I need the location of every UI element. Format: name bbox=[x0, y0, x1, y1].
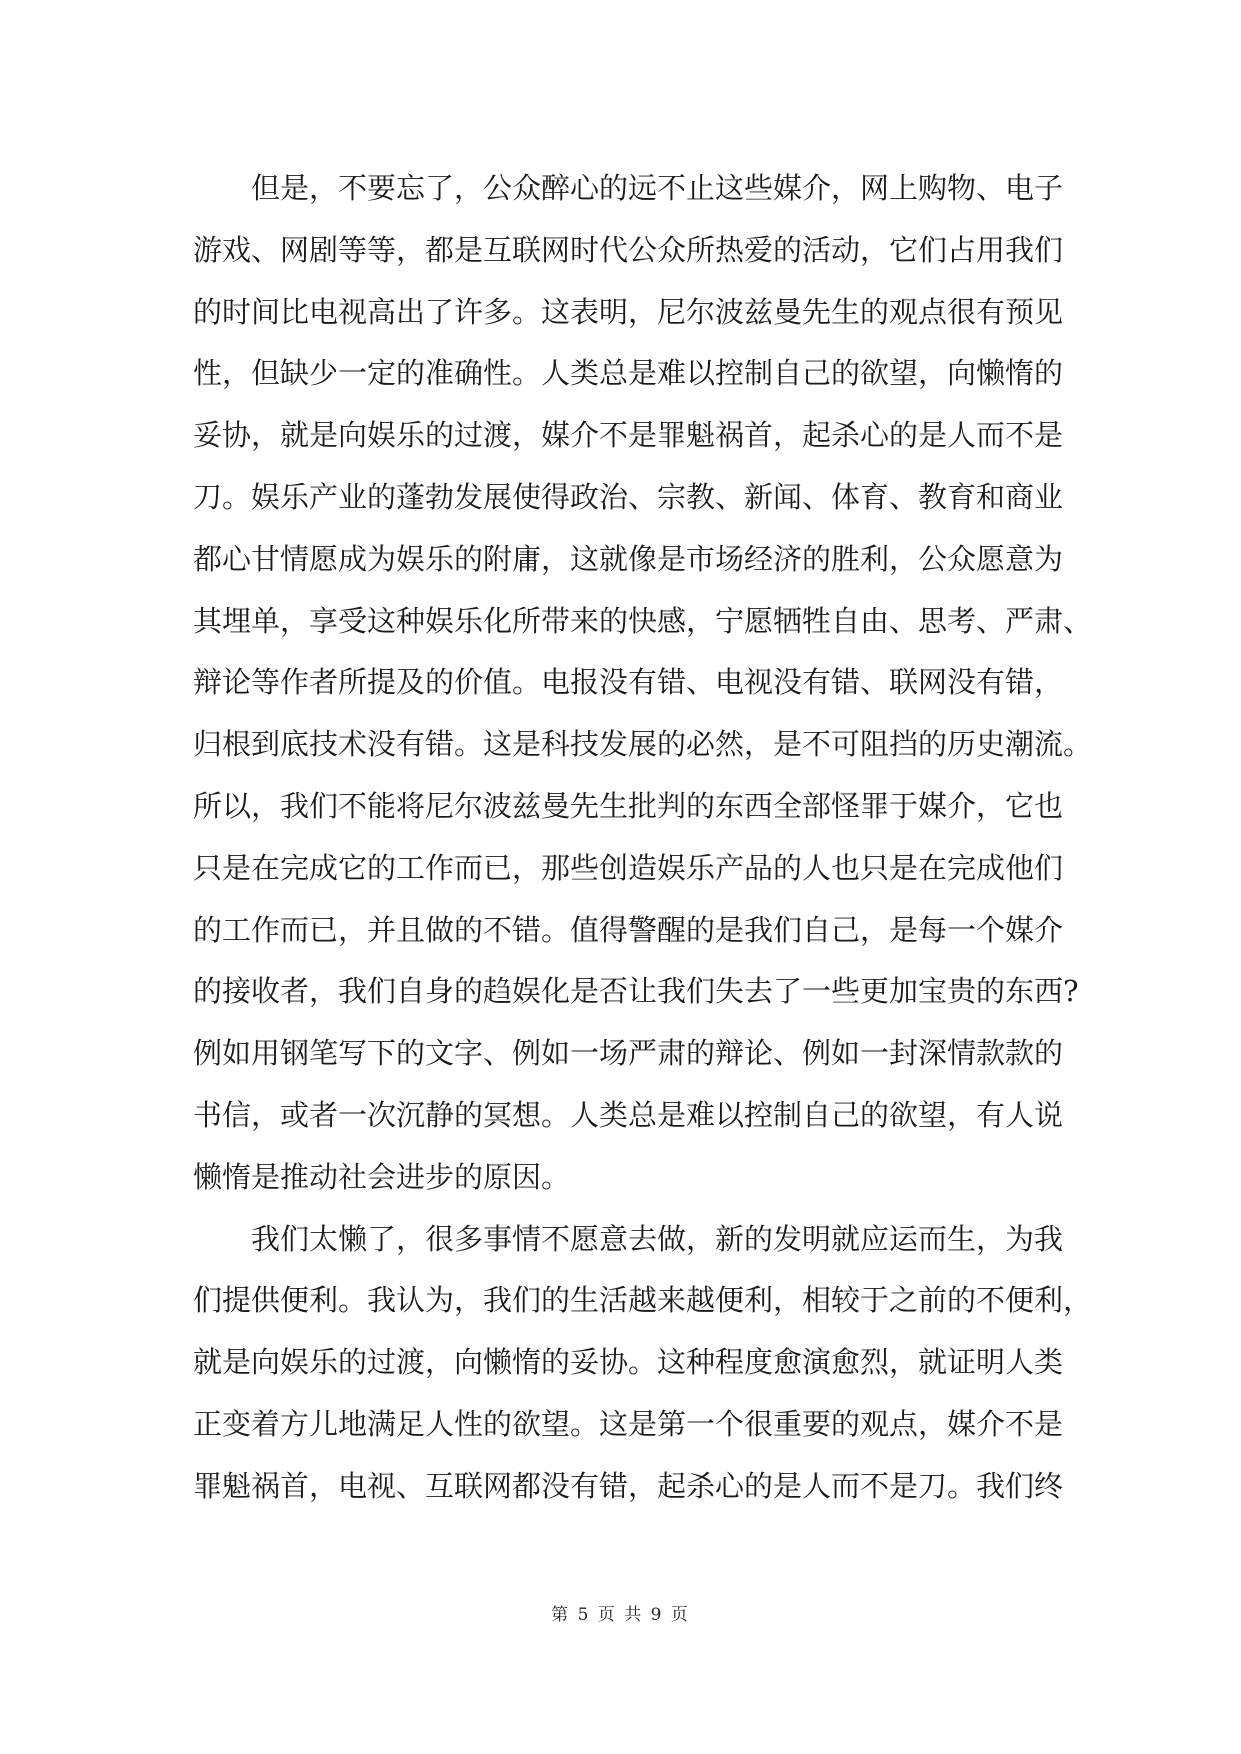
paragraph-1-line-9: 辩论等作者所提及的价值。电报没有错、电视没有错、联网没有错， bbox=[193, 665, 1064, 700]
body-text bbox=[193, 158, 1093, 1518]
paragraph-1-line-8: 其埋单，享受这种娱乐化所带来的快感，宁愿牺牲自由、思考、严肃、 bbox=[193, 603, 1093, 638]
paragraph-1-line-4: 性，但缺少一定的准确性。人类总是难以控制自己的欲望，向懒惰的 bbox=[193, 356, 1064, 391]
paragraph-1-line-10: 归根到底技术没有错。这是科技发展的必然，是不可阻挡的历史潮流。 bbox=[193, 727, 1093, 762]
paragraph-1-line-5: 妥协，就是向娱乐的过渡，媒介不是罪魁祸首，起杀心的是人而不是 bbox=[193, 418, 1064, 453]
paragraph-1-line-7: 都心甘情愿成为娱乐的附庸，这就像是市场经济的胜利，公众愿意为 bbox=[193, 541, 1064, 576]
paragraph-2-line-3: 就是向娱乐的过渡，向懒惰的妥协。这种程度愈演愈烈，就证明人类 bbox=[193, 1345, 1064, 1380]
paragraph-2-line-2: 们提供便利。我认为，我们的生活越来越便利，相较于之前的不便利， bbox=[193, 1283, 1093, 1318]
paragraph-1-line-15: 例如用钢笔写下的文字、例如一场严肃的辩论、例如一封深情款款的 bbox=[193, 1036, 1064, 1071]
paragraph-2-line-5: 罪魁祸首，电视、互联网都没有错，起杀心的是人而不是刀。我们终 bbox=[193, 1468, 1064, 1503]
page-number-footer: 第 5 页 共 9 页 bbox=[551, 1605, 690, 1625]
paragraph-1-line-6: 刀。娱乐产业的蓬勃发展使得政治、宗教、新闻、体育、教育和商业 bbox=[193, 479, 1064, 514]
paragraph-2-line-1: 我们太懒了，很多事情不愿意去做，新的发明就应运而生，为我 bbox=[251, 1221, 1064, 1256]
paragraph-1-line-13: 的工作而已，并且做的不错。值得警醒的是我们自己，是每一个媒介 bbox=[193, 912, 1064, 947]
paragraph-1-line-11: 所以，我们不能将尼尔波兹曼先生批判的东西全部怪罪于媒介，它也 bbox=[193, 788, 1064, 823]
paragraph-1-line-1: 但是，不要忘了，公众醉心的远不止这些媒介，网上购物、电子 bbox=[251, 171, 1064, 205]
paragraph-1-line-2: 游戏、网剧等等，都是互联网时代公众所热爱的活动，它们占用我们 bbox=[193, 232, 1064, 267]
paragraph-1-line-12: 只是在完成它的工作而已，那些创造娱乐产品的人也只是在完成他们 bbox=[193, 850, 1064, 885]
paragraph-1-line-16: 书信，或者一次沉静的冥想。人类总是难以控制自己的欲望，有人说 bbox=[193, 1097, 1064, 1132]
paragraph-1-line-14: 的接收者，我们自身的趋娱化是否让我们失去了一些更加宝贵的东西? bbox=[193, 974, 1079, 1009]
paragraph-2-line-4: 正变着方儿地满足人性的欲望。这是第一个很重要的观点，媒介不是 bbox=[193, 1406, 1064, 1441]
paragraph-1-line-17: 懒惰是推动社会进步的原因。 bbox=[193, 1159, 571, 1194]
paragraph-1-line-3: 的时间比电视高出了许多。这表明，尼尔波兹曼先生的观点很有预见 bbox=[193, 294, 1064, 329]
